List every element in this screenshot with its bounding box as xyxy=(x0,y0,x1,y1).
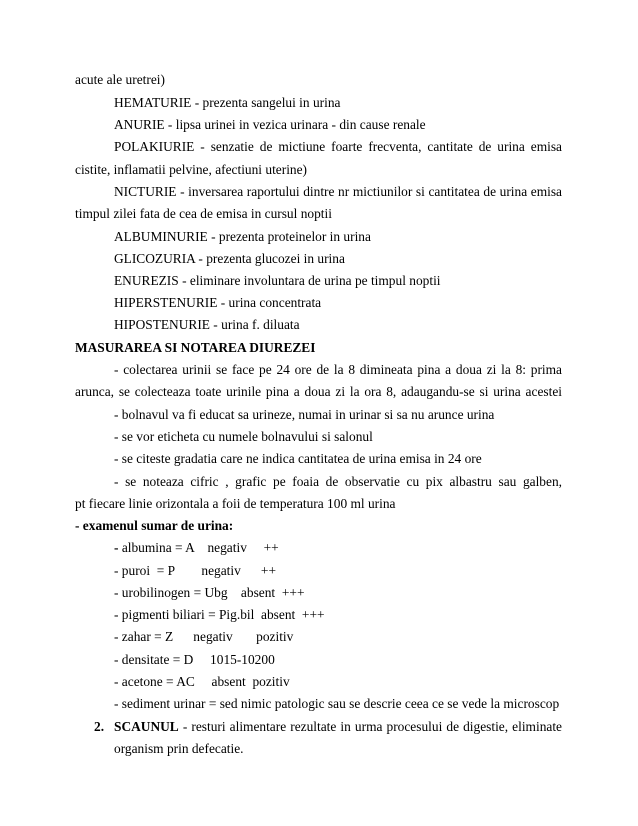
exam-item-densitate: - densitate = D 1015-10200 xyxy=(114,652,275,667)
exam-item-acetone: - acetone = AC absent pozitiv xyxy=(114,674,290,689)
list-number: 2. xyxy=(94,719,105,734)
definition-albuminurie: ALBUMINURIE - prezenta proteinelor in urina xyxy=(114,229,371,244)
exam-item-urobilinogen: - urobilinogen = Ubg absent +++ xyxy=(114,585,305,600)
term-scaunul: SCAUNUL xyxy=(114,719,179,734)
text-line: - se noteaza cifric , grafic pe foaia de observatie cu pix albastru sau galben, xyxy=(114,474,562,489)
section-heading: MASURAREA SI NOTAREA DIUREZEI xyxy=(75,340,316,355)
definition-glicozuria: GLICOZURIA - prezenta glucozei in urina xyxy=(114,251,345,266)
exam-item-pigmenti: - pigmenti biliari = Pig.bil absent +++ xyxy=(114,607,325,622)
exam-item-sediment: - sediment urinar = sed nimic patologic sau se descrie ceea ce se vede la microscop xyxy=(114,696,560,711)
text-line: - se citeste gradatia care ne indica cantitatea de urina emisa in 24 ore xyxy=(114,451,482,466)
text-line: pt fiecare linie orizontala a foii de temperatura 100 ml urina xyxy=(75,496,396,511)
exam-item-albumina xyxy=(114,539,279,557)
definition-hiperstenurie: HIPERSTENURIE - urina concentrata xyxy=(114,295,322,310)
definition-anurie: ANURIE - lipsa urinei in vezica urinara - din cause renale xyxy=(114,117,426,132)
text-line: - se vor eticheta cu numele bolnavului si salonul xyxy=(114,429,373,444)
subsection-heading: - examenul sumar de urina: xyxy=(75,518,234,533)
definition-nicturie: NICTURIE - inversarea raportului dintre nr mictiunilor si cantitatea de urina emisa xyxy=(114,184,562,199)
text-line: timpul zilei fata de cea de emisa in cursul noptii xyxy=(75,206,332,221)
text-line: acute ale uretrei) xyxy=(75,72,165,87)
text-line: organism prin defecatie. xyxy=(114,741,244,756)
definition-hematurie: HEMATURIE - prezenta sangelui in urina xyxy=(114,95,341,110)
text-line: - bolnavul va fi educat sa urineze, numai in urinar si sa nu arunce urina xyxy=(114,407,495,422)
text-line: arunca, se colecteaza toate urinile pina a doua zi la ora 8, adaugandu-se si urina acestei xyxy=(75,384,562,399)
definition-enurezis: ENUREZIS - eliminare involuntara de urina pe timpul noptii xyxy=(114,273,441,288)
definition-polakiurie: POLAKIURIE - senzatie de mictiune foarte frecventa, cantitate de urina emisa xyxy=(114,139,562,154)
text-line: cistite, inflamatii pelvine, afectiuni uterine) xyxy=(75,162,308,177)
list-item-scaunul xyxy=(114,718,562,736)
exam-item-zahar: - zahar = Z negativ pozitiv xyxy=(114,629,294,644)
text-line: - colectarea urinii se face pe 24 ore de la 8 dimineata pina a doua zi la 8: prima xyxy=(114,362,562,377)
exam-item-puroi: - puroi = P negativ ++ xyxy=(114,563,277,578)
definition-hipostenurie: HIPOSTENURIE - urina f. diluata xyxy=(114,317,300,332)
definition-text: - resturi alimentare rezultate in urma procesului de digestie, eliminate xyxy=(182,719,562,734)
bold-dash: - xyxy=(114,540,119,555)
exam-item-text: albumina = A negativ ++ xyxy=(118,540,279,555)
